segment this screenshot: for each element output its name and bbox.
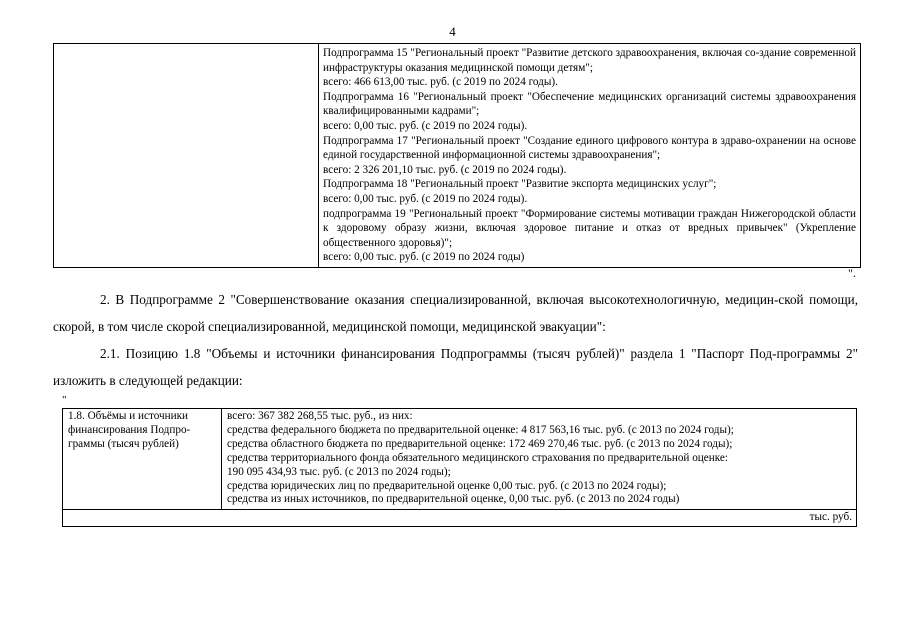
page-number: 4 xyxy=(449,24,456,39)
subprogram-16-total: всего: 0,00 тыс. руб. (с 2019 по 2024 годы). xyxy=(323,119,528,132)
empty-label-cell xyxy=(54,44,319,268)
financing-other-sources: средства из иных источников, по предварительной оценке, 0,00 тыс. руб. (с 2013 по 2024 годы) xyxy=(227,493,680,506)
subprogram-18-total: всего: 0,00 тыс. руб. (с 2019 по 2024 годы). xyxy=(323,192,528,205)
financing-label-cell: 1.8. Объёмы и источники финансирования Подпро-граммы (тысяч рублей) xyxy=(63,409,222,510)
financing-regional: средства областного бюджета по предварительной оценке: 172 469 270,46 тыс. руб. (с 2013 по 2024 годы); xyxy=(227,437,733,450)
subprograms-table xyxy=(53,43,861,268)
subprogram-19-total: всего: 0,00 тыс. руб. (с 2019 по 2024 годы) xyxy=(323,251,525,264)
subprogram-15-total: всего: 466 613,00 тыс. руб. (с 2019 по 2024 годы). xyxy=(323,76,558,89)
subprogram-17-title: Подпрограмма 17 "Региональный проект "Создание единого цифрового контура в здраво-охранении на основе единой государственной информационной системы здравоохранения"; xyxy=(323,134,856,162)
financing-legal-entities: средства юридических лиц по предварительной оценке 0,00 тыс. руб. (с 2013 по 2024 годы); xyxy=(227,479,667,492)
financing-total: всего: 367 382 268,55 тыс. руб., из них: xyxy=(227,410,413,422)
unit-cell: тыс. руб. xyxy=(63,510,857,527)
closing-quote: ". xyxy=(848,266,856,280)
subprogram-19-title: подпрограмма 19 "Региональный проект "Формирование системы мотивации граждан Нижегородской области к здоровому образу жизни, включая здоровое питание и отказ от вредных привычек" (Укрепление общественного здоровья)"; xyxy=(323,207,856,249)
subprogram-16-title: Подпрограмма 16 "Региональный проект "Обеспечение медицинских организаций системы здравоохранения квалифицированными кадрами"; xyxy=(323,90,856,118)
subprogram-15-title: Подпрограмма 15 "Региональный проект "Развитие детского здравоохранения, включая со-здание современной инфраструктуры оказания медицинской помощи детям"; xyxy=(323,47,856,74)
financing-insurance-fund-amount: 190 095 434,93 тыс. руб. (с 2013 по 2024 годы); xyxy=(227,465,451,478)
financing-federal: средства федерального бюджета по предварительной оценке: 4 817 563,16 тыс. руб. (с 2013 по 2024 годы); xyxy=(227,423,734,436)
financing-values-cell xyxy=(222,409,857,510)
subprogram-18-title: Подпрограмма 18 "Региональный проект "Развитие экспорта медицинских услуг"; xyxy=(323,178,717,191)
paragraph-2-1: 2.1. Позицию 1.8 "Объемы и источники финансирования Подпрограммы (тысяч рублей)" раздела 1 "Паспорт Под-программы 2" изложить в следующей редакции: xyxy=(53,346,858,388)
opening-quote: " xyxy=(62,394,67,406)
subprogram-17-total: всего: 2 326 201,10 тыс. руб. (с 2019 по 2024 годы). xyxy=(323,163,567,176)
paragraph-2: 2. В Подпрограмме 2 "Совершенствование оказания специализированной, включая высокотехнологичную, медицин-ской помощи, скорой, в том числе скорой специализированной, медицинской помощи, медицинской эвакуации": xyxy=(53,292,858,334)
subprograms-cell xyxy=(319,44,861,268)
financing-table xyxy=(62,408,857,527)
financing-insurance-fund: средства территориального фонда обязательного медицинского страхования по предварительной оценке: xyxy=(227,451,728,464)
